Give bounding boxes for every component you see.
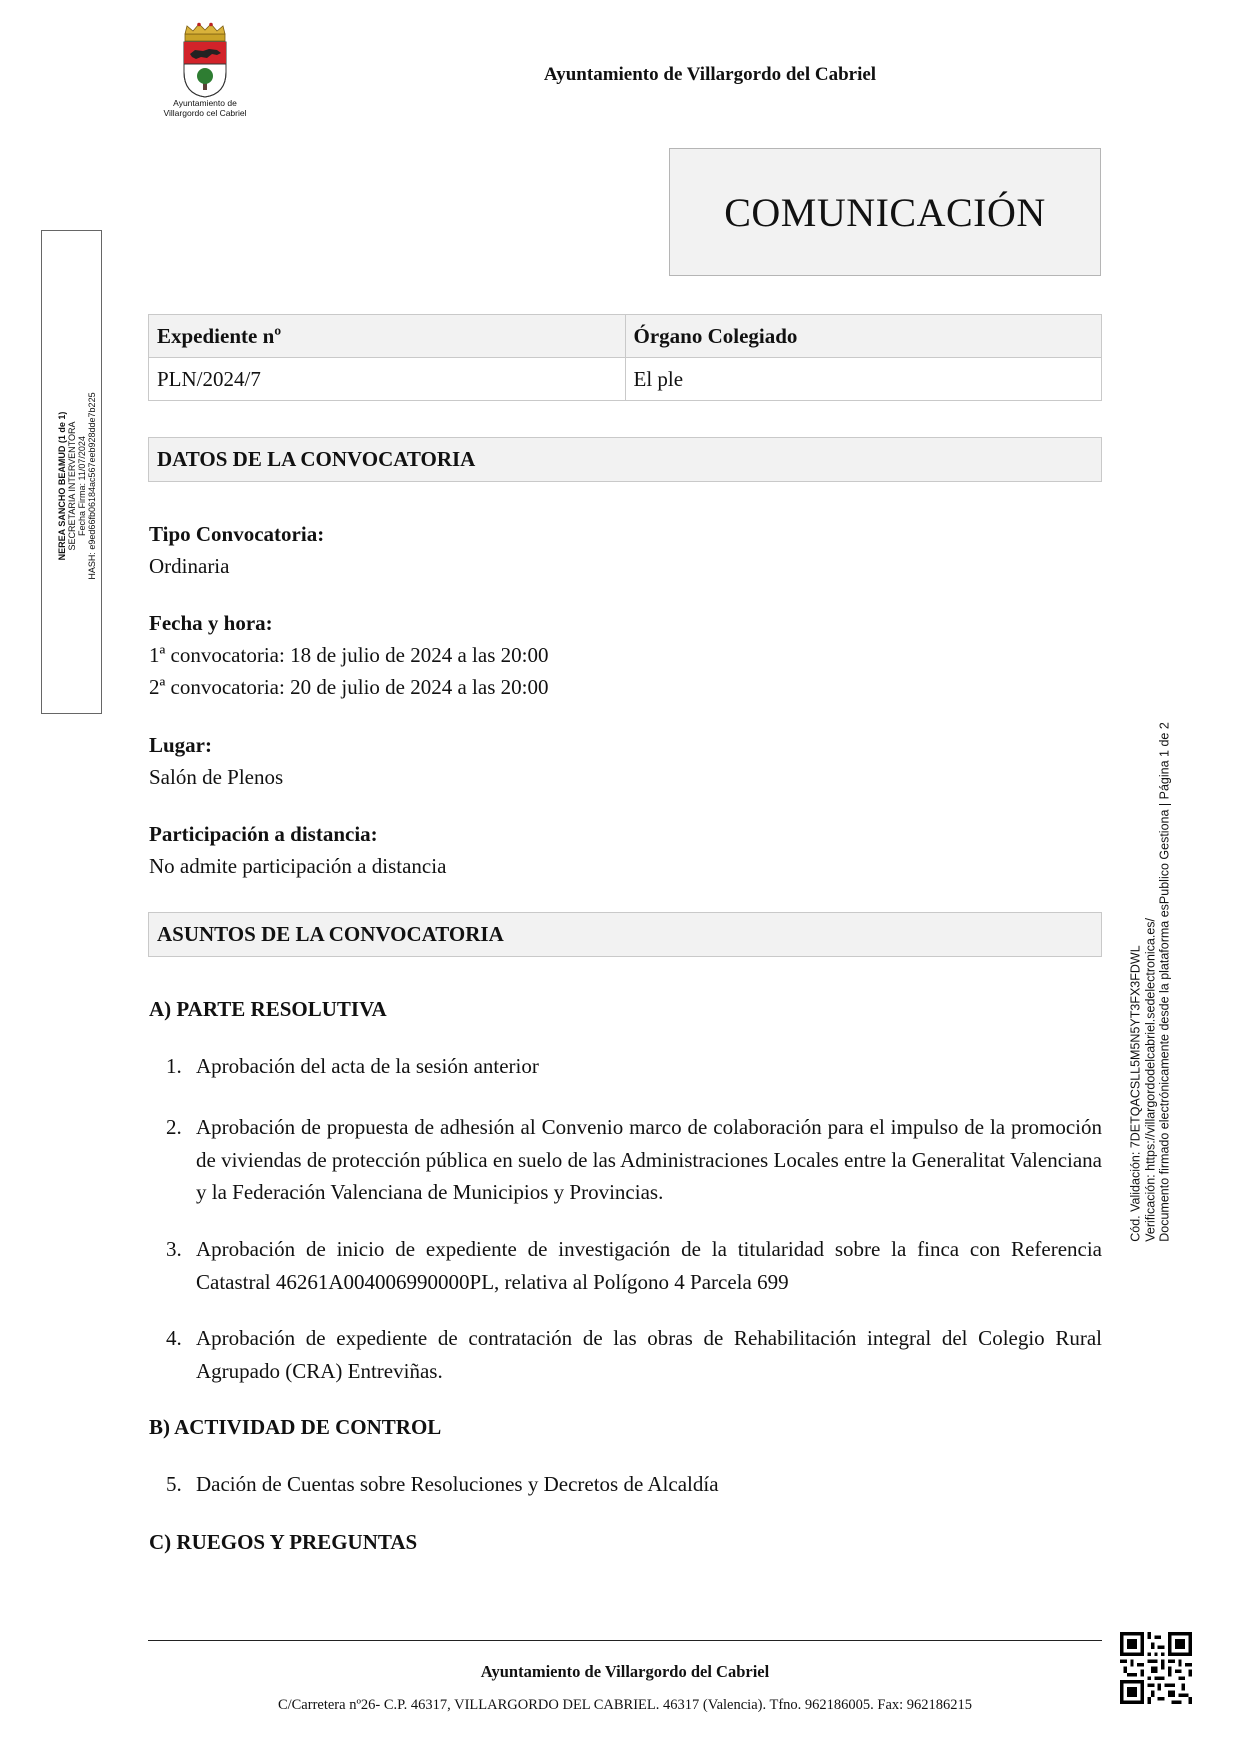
tipo-label: Tipo Convocatoria: [149, 522, 325, 546]
fecha-first: 1ª convocatoria: 18 de julio de 2024 a las 20:00 [149, 643, 549, 667]
organo-header: Órgano Colegiado [625, 315, 1102, 358]
expediente-header: Expediente nº [149, 315, 626, 358]
part-a-title: A) PARTE RESOLUTIVA [149, 997, 387, 1021]
tipo-value: Ordinaria [149, 554, 230, 578]
document-title: COMUNICACIÓN [669, 148, 1101, 276]
list-item [166, 1322, 1102, 1387]
item-text: Aprobación de expediente de contratación de las obras de Rehabilitación integral del Colegio Rural Agrupado (CRA) Entreviñas. [196, 1326, 1102, 1383]
lugar-value: Salón de Plenos [149, 765, 284, 789]
part-b-title: B) ACTIVIDAD DE CONTROL [149, 1415, 442, 1439]
verification-url[interactable]: Verificación: https://villargordodelcabriel.sedelectronica.es/ [1142, 917, 1157, 1242]
participacion-label: Participación a distancia: [149, 822, 378, 846]
fecha-second: 2ª convocatoria: 20 de julio de 2024 a las 20:00 [149, 675, 549, 699]
header-title: Ayuntamiento de Villargordo del Cabriel [543, 64, 877, 85]
participacion-value: No admite participación a distancia [149, 854, 447, 878]
table-row [149, 358, 1102, 401]
signer-name: NEREA SANCHO BEAMUD (1 de 1) [57, 411, 67, 561]
list-item [166, 1111, 1102, 1209]
list-item [166, 1050, 1102, 1083]
logo-caption-line2: Villargordo cel Cabriel [163, 108, 247, 118]
item-number: 1. [166, 1054, 182, 1078]
part-c-title: C) RUEGOS Y PREGUNTAS [149, 1530, 418, 1554]
lugar-label: Lugar: [149, 733, 212, 757]
signer-role: SECRETARIA INTERVENTORA [67, 421, 77, 551]
item-text: Aprobación de propuesta de adhesión al Convenio marco de colaboración para el impulso de la promoción de viviendas de protección pública en suelo de las Administraciones Locales entre la Generalitat Valenciana y la Federación Valenciana de Municipios y Provincias. [196, 1115, 1102, 1204]
validation-text [1128, 722, 1172, 1242]
item-number: 3. [166, 1237, 182, 1261]
qr-code-icon [1120, 1632, 1192, 1704]
footer-divider [148, 1640, 1102, 1641]
asuntos-section-header: ASUNTOS DE LA CONVOCATORIA [148, 912, 1102, 957]
coat-of-arms-icon [179, 22, 231, 98]
fecha-label: Fecha y hora: [149, 611, 273, 635]
footer-organization: Ayuntamiento de Villargordo del Cabriel [480, 1662, 770, 1681]
validation-code: Cód. Validación: 7DETQACSLL5M5N5YT3FX3FDWL [1128, 945, 1143, 1242]
table-header-row [149, 315, 1102, 358]
item-number: 5. [166, 1472, 182, 1496]
signature-date: Fecha Firma: 11/07/2024 [77, 436, 87, 536]
item-text: Dación de Cuentas sobre Resoluciones y Decretos de Alcaldía [196, 1472, 719, 1496]
item-text: Aprobación del acta de la sesión anterior [196, 1054, 539, 1078]
expediente-value: PLN/2024/7 [149, 358, 626, 401]
platform-note: Documento firmado electrónicamente desde la plataforma esPublico Gestiona | Página 1 de 2 [1157, 722, 1172, 1242]
footer-address: C/Carretera nº26- C.P. 46317, VILLARGORDO DEL CABRIEL. 46317 (Valencia). Tfno. 962186005. Fax: 962186215 [277, 1697, 973, 1713]
logo-caption-line1: Ayuntamiento de [173, 98, 237, 108]
expediente-table [148, 314, 1102, 401]
item-number: 4. [166, 1326, 182, 1350]
item-text: Aprobación de inicio de expediente de investigación de la titularidad sobre la finca con Referencia Catastral 46261A004006990000PL, relativa al Polígono 4 Parcela 699 [196, 1237, 1102, 1294]
signature-hash: HASH: e9ed66fb06184ac567eeb928dde7b225 [87, 392, 97, 580]
list-item [166, 1233, 1102, 1298]
municipal-logo [150, 22, 260, 118]
datos-section-header: DATOS DE LA CONVOCATORIA [148, 437, 1102, 482]
organo-value: El ple [625, 358, 1102, 401]
item-number: 2. [166, 1115, 182, 1139]
list-item [166, 1468, 1102, 1501]
signature-text [57, 286, 97, 686]
